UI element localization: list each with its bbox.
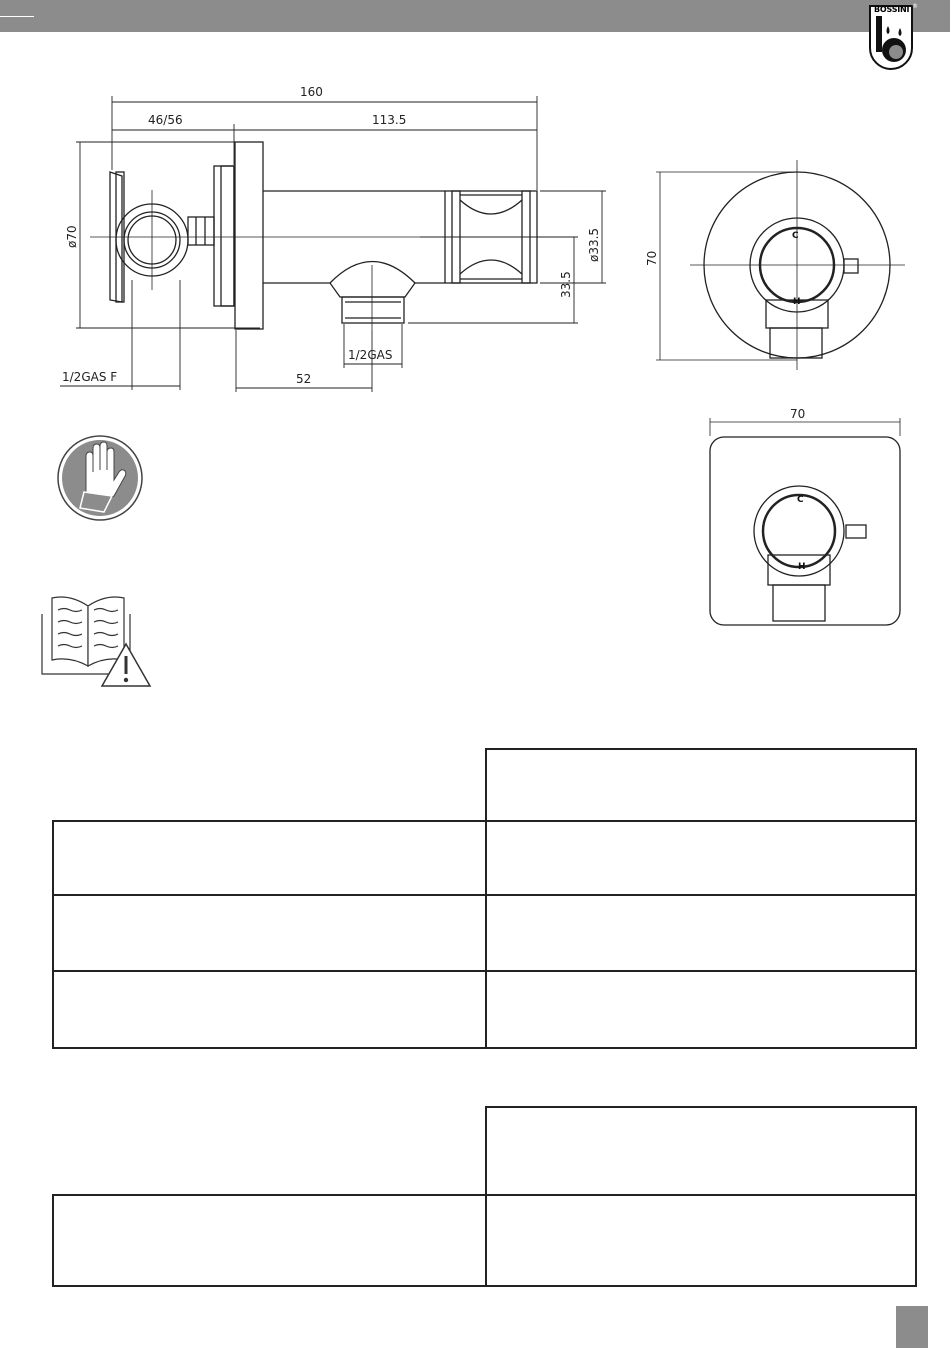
page-tab	[896, 1306, 928, 1348]
manual-warning-icon	[42, 597, 150, 686]
wall-plate	[235, 142, 263, 329]
dim-left: 46/56	[148, 113, 183, 127]
dim-round-plate: 70	[645, 250, 659, 266]
table1-row3-right	[485, 970, 917, 1049]
gloves-icon	[58, 436, 142, 520]
square-knob-cold-label: C	[797, 495, 804, 505]
table1-row2-right	[485, 894, 917, 972]
table1-header-right	[485, 748, 917, 822]
registered-mark: ®	[912, 3, 918, 10]
knob-cold-label: C	[792, 231, 799, 241]
dim-right: 113.5	[372, 113, 407, 127]
dim-square-plate: 70	[790, 407, 806, 421]
square-plate	[710, 437, 900, 625]
table1-row3-left	[52, 970, 487, 1049]
table1-row1-right	[485, 820, 917, 896]
dim-thread-inlet: 1/2GAS F	[62, 370, 118, 384]
table1-row2-left	[52, 894, 487, 972]
knob-hot-label: H	[793, 297, 801, 307]
dim-depth: 52	[296, 372, 312, 386]
table2-row1-left	[52, 1194, 487, 1287]
dim-outlet-diameter: ø33.5	[587, 227, 601, 262]
table2-header-right	[485, 1106, 917, 1196]
brand-name: BOSSINI	[874, 5, 910, 14]
square-knob-hot-label: H	[798, 562, 806, 572]
table1-row1-left	[52, 820, 487, 896]
dim-thread-bottom: 1/2GAS	[348, 348, 393, 362]
table2-row1-right	[485, 1194, 917, 1287]
dim-overall: 160	[300, 85, 323, 99]
dim-plate-diameter: ø70	[65, 225, 79, 248]
dim-outlet-height: 33.5	[559, 271, 573, 298]
